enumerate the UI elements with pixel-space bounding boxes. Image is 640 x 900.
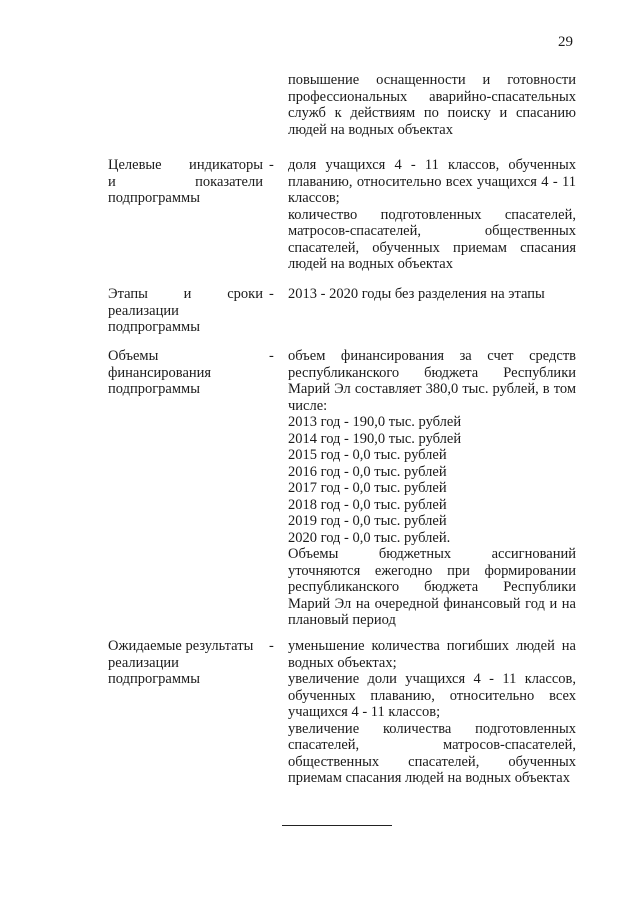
value-paragraph: количество подготовленных спасателей, матросов-спасателей, общественных спасателей, обученных приемам спасания людей на водных объектах: [288, 206, 576, 272]
continuation-text: [288, 72, 576, 138]
funding-year-line: 2015 год - 0,0 тыс. рублей: [288, 447, 447, 463]
value-paragraph: уменьшение количества погибших людей на водных объектах;: [288, 638, 576, 671]
label-line: Ожидаемые результаты: [108, 638, 254, 654]
value-paragraph: 2013 - 2020 годы без разделения на этапы: [288, 286, 545, 302]
section-value: [288, 348, 576, 629]
label-line: реализации: [108, 654, 179, 671]
footer-divider: [282, 825, 392, 826]
continuation-paragraph: повышение оснащенности и готовности профессиональных аварийно-спасательных служб к действиям по поиску и спасанию людей на водных объектах: [288, 72, 576, 138]
label-line: Объемы: [108, 348, 159, 364]
label-dash: -: [269, 286, 274, 302]
funding-year-line: 2014 год - 190,0 тыс. рублей: [288, 430, 462, 447]
value-paragraph: объем финансирования за счет средств республиканского бюджета Республики Марий Эл составляет 380,0 тыс. рублей, в том числе:: [288, 348, 576, 414]
section-label: [108, 157, 263, 207]
funding-year-line: 2018 год - 0,0 тыс. рублей: [288, 496, 447, 513]
value-paragraph: Объемы бюджетных ассигнований уточняются ежегодно при формировании республиканского бюджета Республики Марий Эл на очередной финансовый год и на плановый период: [288, 546, 576, 628]
value-paragraph: увеличение количества подготовленных спасателей, матросов-спасателей, общественных спасателей, обученных приемам спасания людей на водных объектах: [288, 720, 576, 786]
label-line: Целевые индикаторы: [108, 157, 263, 173]
section-value: [288, 286, 576, 303]
label-line: реализации: [108, 302, 179, 319]
funding-year-line: 2020 год - 0,0 тыс. рублей.: [288, 529, 451, 546]
funding-year-line: 2013 год - 190,0 тыс. рублей: [288, 414, 462, 430]
label-dash: -: [269, 157, 274, 173]
section-label: [108, 348, 263, 398]
label-line: подпрограммы: [108, 381, 200, 397]
label-line: подпрограммы: [108, 671, 200, 687]
label-line: и показатели: [108, 173, 263, 190]
value-paragraph: доля учащихся 4 - 11 классов, обученных плаванию, относительно всех учащихся 4 - 11 классов;: [288, 157, 576, 206]
label-dash: -: [269, 348, 274, 364]
funding-year-line: 2016 год - 0,0 тыс. рублей: [288, 463, 447, 480]
label-line: подпрограммы: [108, 319, 200, 335]
page-number: 29: [558, 34, 573, 50]
section-label: [108, 286, 263, 336]
section-label: [108, 638, 263, 688]
section-value: [288, 157, 576, 273]
funding-year-line: 2017 год - 0,0 тыс. рублей: [288, 480, 447, 496]
funding-year-line: 2019 год - 0,0 тыс. рублей: [288, 513, 447, 529]
label-line: финансирования: [108, 364, 212, 381]
value-paragraph: увеличение доли учащихся 4 - 11 классов, обученных плаванию, относительно всех учащихся 4 - 11 классов;: [288, 671, 576, 720]
label-line: подпрограммы: [108, 190, 200, 206]
section-value: [288, 638, 576, 787]
label-dash: -: [269, 638, 274, 654]
label-line: Этапы и сроки: [108, 286, 263, 302]
